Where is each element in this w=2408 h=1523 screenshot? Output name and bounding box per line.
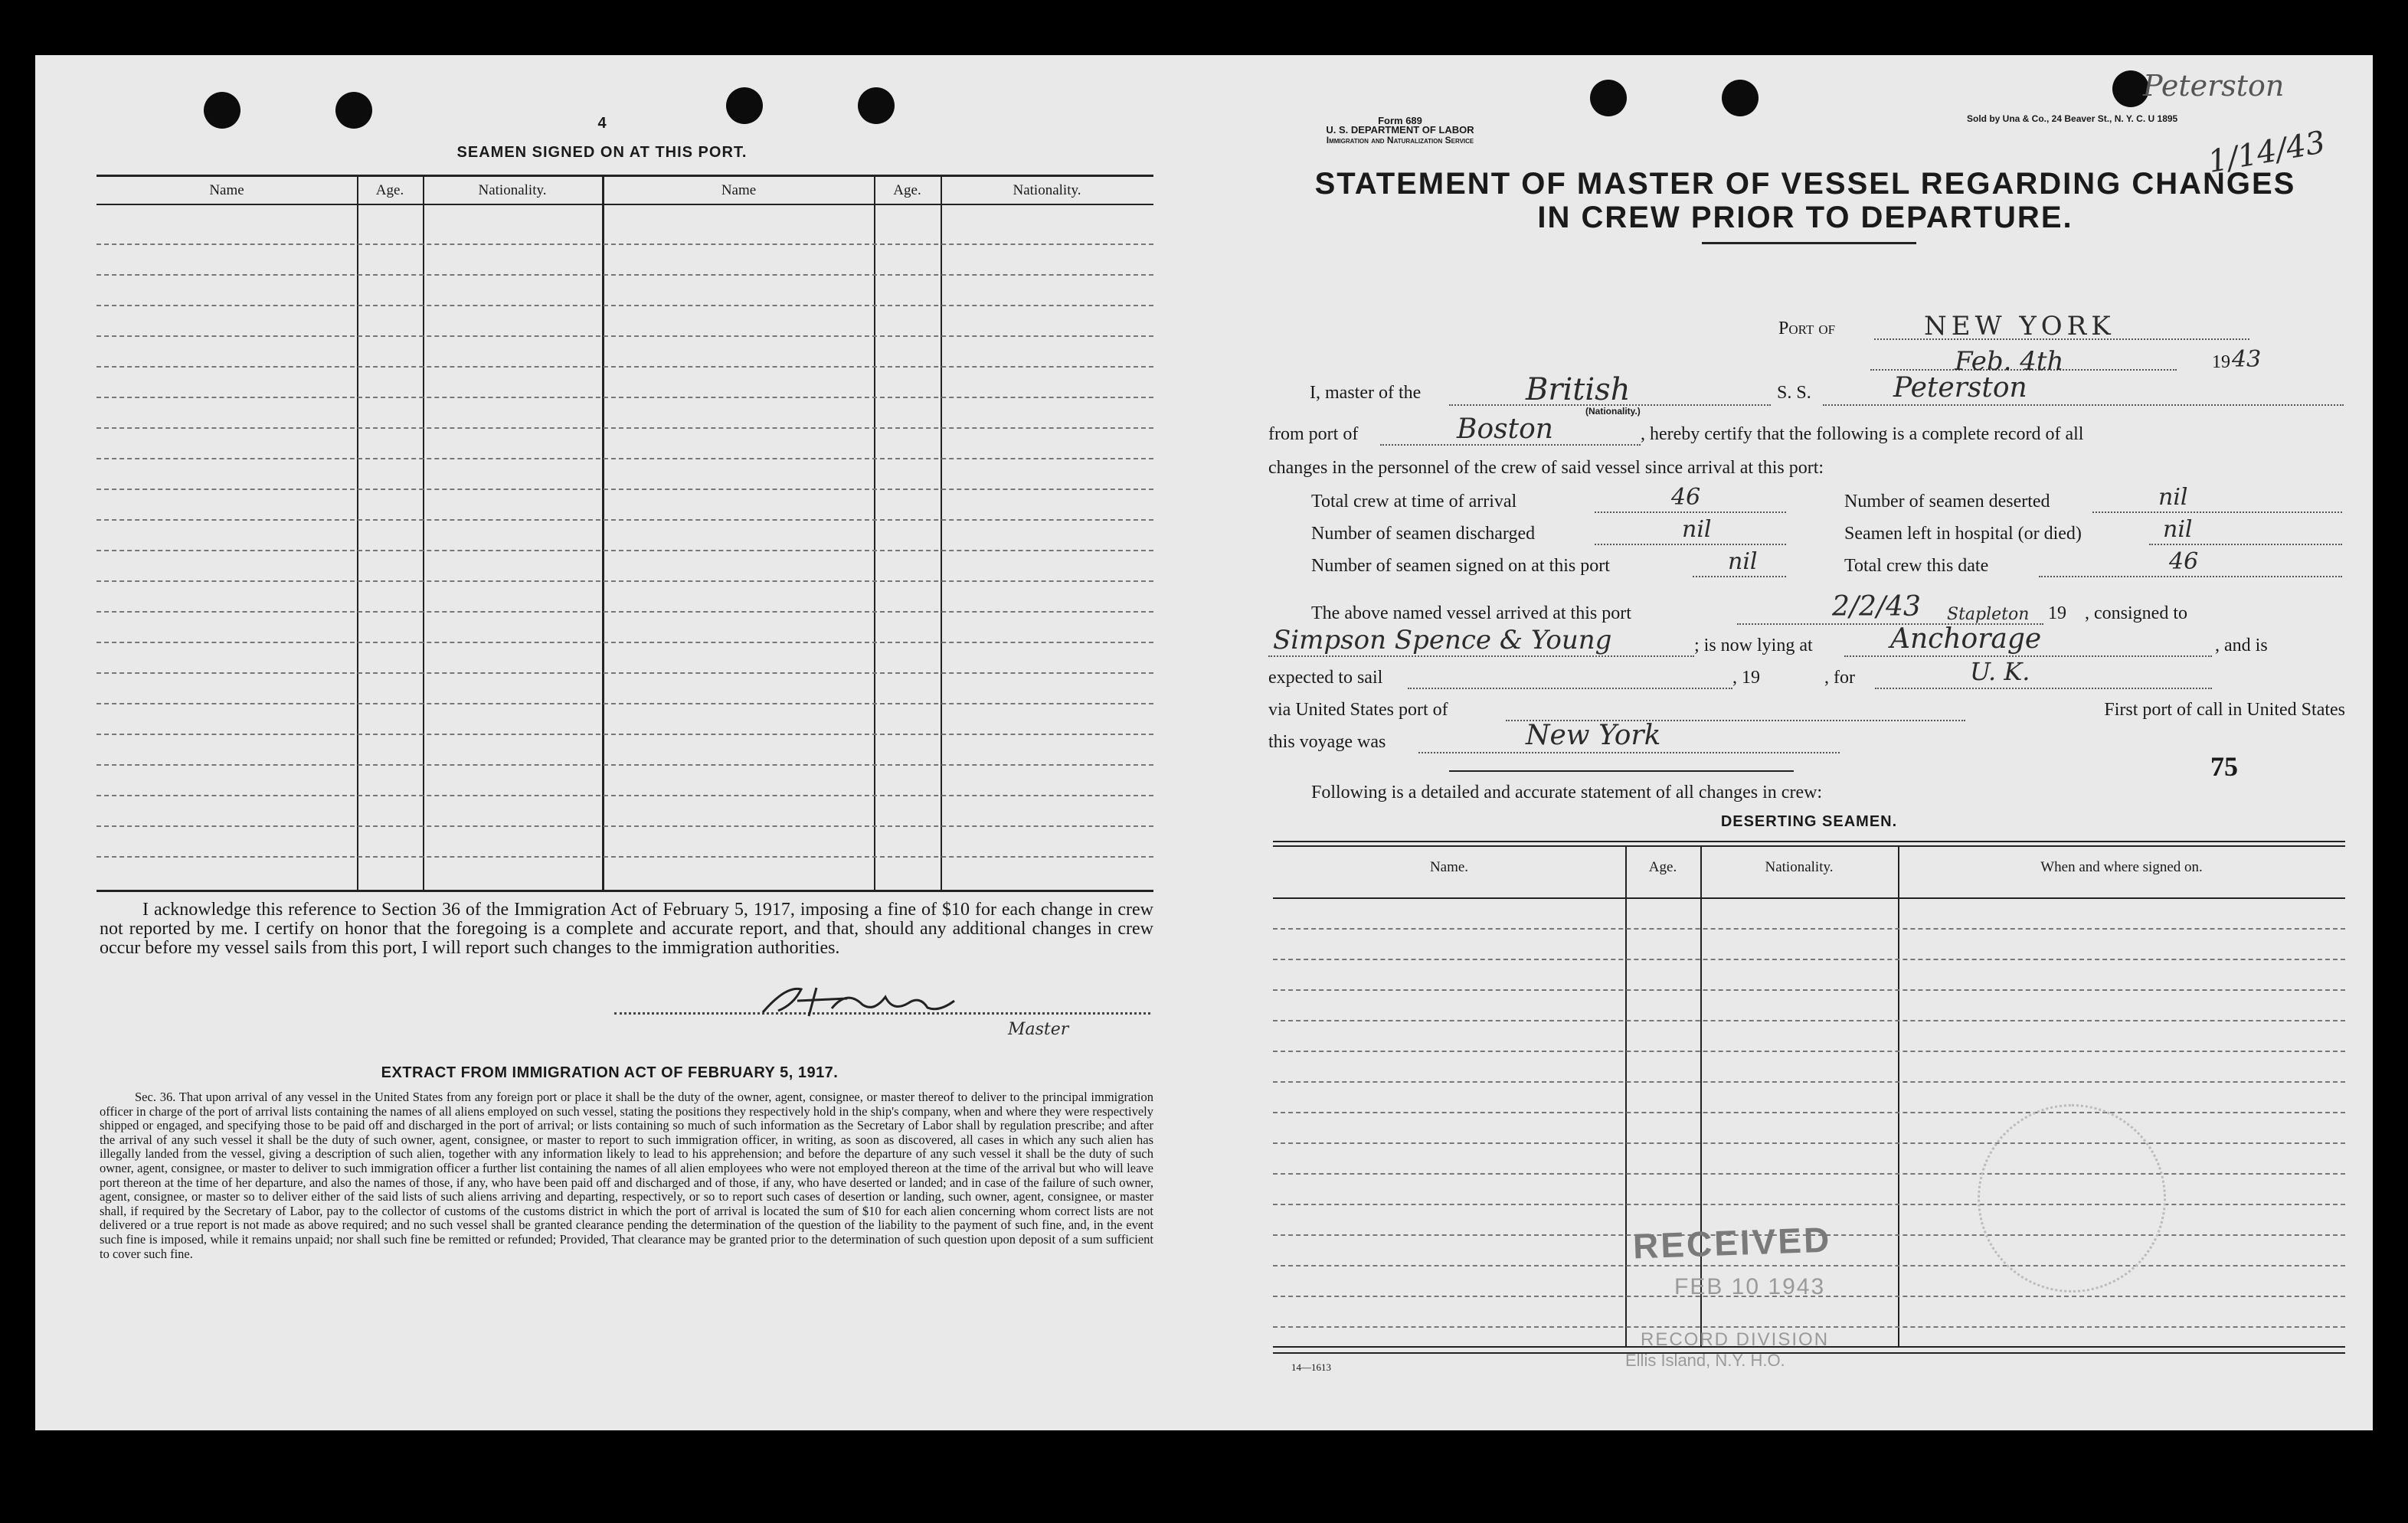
- sheet-number: 75: [2210, 751, 2238, 782]
- col-header-nationality: Nationality.: [1765, 859, 1834, 875]
- deserting-header-rule: [1273, 897, 2345, 899]
- table-row: [97, 734, 1153, 735]
- master-of-label: I, master of the: [1310, 383, 1422, 403]
- title-underline: [1702, 242, 1916, 244]
- table-row: [97, 366, 1153, 368]
- master-signature: [755, 982, 985, 1020]
- punch-hole: [1722, 80, 1759, 116]
- date-value: Feb. 4th: [1955, 346, 2064, 377]
- ss-field-line: [1823, 404, 2344, 406]
- table-row: [1273, 1173, 2345, 1175]
- table-row: [97, 703, 1153, 704]
- consigned-label: , consigned to: [2085, 603, 2187, 623]
- table-row: [97, 335, 1153, 337]
- form-number: Form 689: [1378, 115, 1422, 126]
- service: Immigration and Naturalization Service: [1326, 135, 1474, 145]
- right-page: [1196, 55, 2373, 1430]
- year-value: 43: [2232, 346, 2262, 373]
- table-row: [1273, 928, 2345, 930]
- nationality-caption: (Nationality.): [1585, 406, 1641, 417]
- year-prefix: 19: [2212, 352, 2230, 372]
- stat-field-line: [1693, 576, 1786, 577]
- section-rule: [1449, 770, 1794, 772]
- col-header-nationality: Nationality.: [1013, 182, 1081, 198]
- deserting-title: DESERTING SEAMEN.: [1720, 813, 1898, 830]
- col-header-nationality: Nationality.: [478, 182, 547, 198]
- table-row: [1273, 1051, 2345, 1052]
- col-header-name: Name: [721, 182, 757, 198]
- col-header-age: Age.: [375, 182, 404, 198]
- this-voyage-value: New York: [1526, 720, 1661, 751]
- deserting-top-rule: [1273, 841, 2345, 842]
- table-row: [1273, 1081, 2345, 1083]
- extract-text: Sec. 36. That upon arrival of any vessel in the United States from any foreign port or place it shall be the duty of the owner, agent, consignee, or master thereof to deliver to the principal immigration officer in charge of the port of arrival lists containing the names of all aliens employed on such vessel, stating the positions they respectively hold in the ship's company, when and where they were respectively shipped or engaged, and specifying those to be paid off and discharged in the port of arrival; or lists containing so much of such information as the Secretary of Labor shall by regulation prescribe; and after the arrival of any such vessel it shall be the duty of such owner, agent, consignee, or master to report to such immigration officer, in writing, as soon as discovered, all cases in which any such alien has illegally landed from the vessel, giving a description of such alien, together with any information likely to lead to his apprehension; and before the departure of any such vessel it shall be the duty of such owner, agent, consignee, or master to deliver to such immigration officer a further list containing the names of all alien employees who were not employed thereon at the time of the arrival but who will leave port thereon at the time of her departure, and also the names of those, if any, who have been paid off and discharged and of those, if any, who have deserted or landed; and in case of the failure of such owner, agent, consignee, or master so to deliver either of the said lists of such aliens arriving and departing, respectively, or so to report such cases of desertion or landing, such owner, agent, consignee, or master shall, if required by the Secretary of Labor, pay to the collector of customs of the customs district in which the port of arrival is located the sum of $10 for each alien concerning whom correct lists are not delivered or a true report is not made as above required; and no such vessel shall be granted clearance pending the determination of the question of the liability to the payment of such fine, and, in the event such fine is imposed, while it remains unpaid; nor shall such fine be remitted or refunded; Provided, That clearance may be granted prior to the determination of such question upon deposit of a sum sufficient to cover such fine.: [100, 1090, 1153, 1261]
- table-row: [1273, 1204, 2345, 1205]
- col-header-age: Age.: [1648, 859, 1677, 875]
- punch-hole: [1590, 80, 1627, 116]
- table-row: [97, 764, 1153, 766]
- master-label: Master: [1008, 1020, 1069, 1039]
- table-row: [97, 489, 1153, 490]
- table-top-rule: [97, 175, 1153, 177]
- stat-field-line: [1595, 511, 1786, 513]
- faded-seal-stamp: [1978, 1104, 2166, 1293]
- column-divider: [874, 175, 875, 891]
- via-label: via United States port of: [1268, 700, 1448, 720]
- table-row: [97, 642, 1153, 643]
- column-divider: [941, 175, 942, 891]
- first-port-label: First port of call in United States: [2104, 700, 2345, 720]
- column-divider: [1625, 847, 1627, 1346]
- punch-hole: [204, 92, 240, 129]
- received-stamp-place: Ellis Island, N.Y. H.O.: [1625, 1351, 1785, 1370]
- table-row: [97, 550, 1153, 551]
- deserting-bottom-rule: [1273, 1352, 2345, 1354]
- stat-field-line: [1595, 544, 1786, 545]
- table-row: [1273, 1326, 2345, 1328]
- from-port-label: from port of: [1268, 424, 1359, 444]
- table-row: [1273, 1265, 2345, 1266]
- table-row: [1273, 989, 2345, 991]
- punch-hole: [726, 87, 763, 124]
- form-title-line1: STATEMENT OF MASTER OF VESSEL REGARDING CHANGES: [1314, 167, 2296, 201]
- handwritten-date-note: 1/14/43: [2205, 124, 2328, 181]
- lying-value: Anchorage: [1890, 623, 2042, 655]
- column-divider: [1700, 847, 1702, 1346]
- stat-field-line: [2149, 544, 2342, 545]
- ss-label: S. S.: [1777, 383, 1811, 403]
- port-value: NEW YORK: [1924, 311, 2115, 342]
- acknowledgement-text: I acknowledge this reference to Section 36 of the Immigration Act of February 5, 1917, imposing a fine of $10 for each change in crew not reported by me. I certify on honor that the foregoing is a complete and accurate report, and that, should any additional changes in crew occur before my vessel sails from this port, I will report such changes to the immigration authorities.: [100, 900, 1153, 958]
- column-divider: [423, 175, 424, 891]
- seller-imprint: Sold by Una & Co., 24 Beaver St., N. Y. C. U 1895: [1967, 113, 2178, 124]
- stat-label: Number of seamen signed on at this port: [1311, 556, 1610, 576]
- received-stamp-division: RECORD DIVISION: [1641, 1329, 1830, 1350]
- from-port-value: Boston: [1457, 413, 1553, 445]
- for-label: , for: [1824, 668, 1855, 688]
- stat-value-hospital: nil: [2163, 516, 2193, 543]
- stat-value-total-crew-arrival: 46: [1671, 484, 1701, 511]
- table-row: [97, 427, 1153, 429]
- certify-text: , hereby certify that the following is a complete record of all: [1641, 424, 2084, 444]
- col-header-signed-on: When and where signed on.: [2040, 859, 2203, 875]
- port-label: Port of: [1778, 319, 1836, 338]
- this-voyage-label: this voyage was: [1268, 732, 1386, 752]
- handwritten-vessel-note: Peterston: [2143, 69, 2285, 103]
- table-row: [97, 458, 1153, 459]
- footer-code: 14—1613: [1291, 1361, 1331, 1373]
- left-page: [35, 55, 1202, 1430]
- stat-field-line: [2092, 511, 2342, 513]
- stat-value-signed-on: nil: [1728, 548, 1758, 575]
- arrived-label: The above named vessel arrived at this port: [1311, 603, 1631, 623]
- stat-label: Total crew this date: [1844, 556, 1989, 576]
- col-header-age: Age.: [893, 182, 921, 198]
- table-row: [97, 519, 1153, 521]
- lying-value-above: Stapleton: [1947, 605, 2030, 624]
- received-stamp: RECEIVED: [1632, 1219, 1833, 1266]
- ss-value: Peterston: [1893, 372, 2027, 404]
- consignee-field-line: [1268, 655, 1694, 657]
- column-divider: [1898, 847, 1899, 1346]
- stat-label: Number of seamen deserted: [1844, 492, 2050, 511]
- arrived-value: 2/2/43: [1832, 591, 1921, 623]
- stat-label: Total crew at time of arrival: [1311, 492, 1517, 511]
- table-row: [1273, 1112, 2345, 1113]
- form-title-line2: IN CREW PRIOR TO DEPARTURE.: [1537, 201, 2073, 234]
- table-row: [1273, 959, 2345, 960]
- table-row: [97, 672, 1153, 674]
- table-row: [97, 856, 1153, 858]
- following-text: Following is a detailed and accurate statement of all changes in crew:: [1311, 783, 1823, 802]
- stat-value-discharged: nil: [1682, 516, 1712, 543]
- table-bottom-rule: [97, 890, 1153, 892]
- department: U. S. DEPARTMENT OF LABOR: [1326, 124, 1474, 136]
- lying-label: ; is now lying at: [1694, 636, 1813, 655]
- this-voyage-field-line: [1418, 752, 1840, 753]
- and-is-label: , and is: [2215, 636, 2268, 655]
- col-header-name: Name: [209, 182, 244, 198]
- stat-value-total-crew-date: 46: [2169, 548, 2199, 575]
- consignee-value: Simpson Spence & Young: [1273, 625, 1612, 655]
- received-stamp-date: FEB 10 1943: [1674, 1274, 1826, 1299]
- nationality-value: British: [1526, 372, 1631, 407]
- table-row: [97, 305, 1153, 306]
- punch-hole: [858, 87, 895, 124]
- column-divider: [357, 175, 358, 891]
- stat-value-deserted: nil: [2158, 484, 2188, 511]
- table-header-rule: [97, 204, 1153, 205]
- stat-label: Number of seamen discharged: [1311, 524, 1536, 544]
- arrived-year: 19: [2048, 603, 2066, 623]
- table-row: [1273, 1142, 2345, 1144]
- expected-year: , 19: [1732, 668, 1760, 688]
- for-value: U. K.: [1970, 657, 2030, 686]
- left-title: SEAMEN SIGNED ON AT THIS PORT.: [456, 144, 748, 161]
- expected-field-line: [1408, 688, 1732, 689]
- punch-hole: [335, 92, 372, 129]
- stat-field-line: [2039, 576, 2342, 577]
- deserting-top-rule: [1273, 845, 2345, 847]
- for-field-line: [1875, 688, 2212, 689]
- table-row: [97, 243, 1153, 245]
- table-row: [97, 274, 1153, 276]
- table-row: [97, 611, 1153, 613]
- column-divider: [602, 175, 604, 891]
- col-header-name: Name.: [1429, 859, 1469, 875]
- stat-label: Seamen left in hospital (or died): [1844, 524, 2082, 544]
- changes-text: changes in the personnel of the crew of said vessel since arrival at this port:: [1268, 458, 1824, 478]
- table-row: [97, 795, 1153, 796]
- extract-title: EXTRACT FROM IMMIGRATION ACT OF FEBRUARY 5, 1917.: [381, 1064, 839, 1081]
- expected-label: expected to sail: [1268, 668, 1383, 688]
- table-row: [97, 580, 1153, 582]
- table-row: [97, 397, 1153, 398]
- page-number: 4: [597, 115, 607, 132]
- table-row: [1273, 1020, 2345, 1021]
- table-row: [97, 825, 1153, 827]
